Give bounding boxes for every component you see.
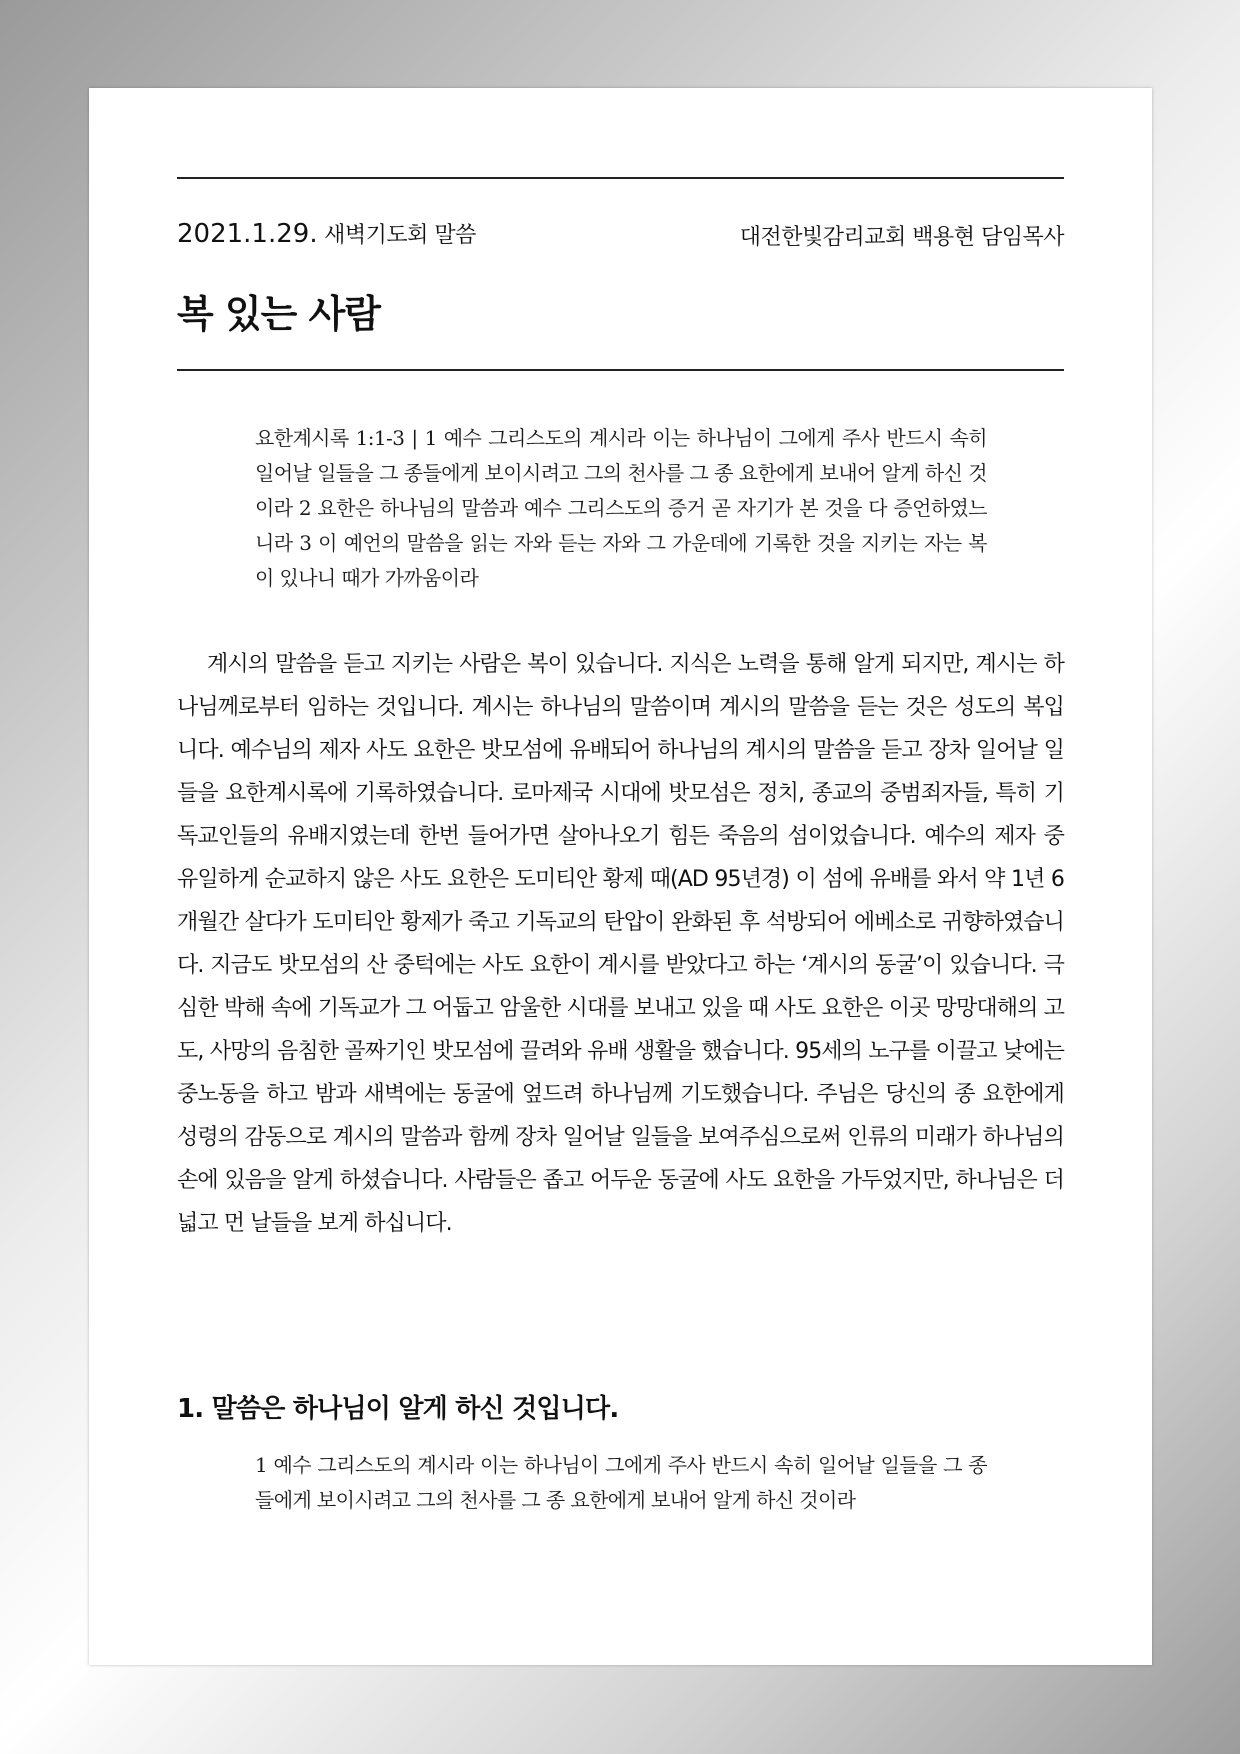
section-1-scripture: 1 예수 그리스도의 계시라 이는 하나님이 그에게 주사 반드시 속히 일어날 일들을 그 종들에게 보이시려고 그의 천사를 그 종 요한에게 보내어 알게 하신 것이라: [255, 1453, 987, 1512]
author-line: [740, 220, 1064, 251]
sermon-date: 2021.1.29.: [177, 219, 318, 249]
section-heading-1: 1. 말씀은 하나님이 알게 하신 것입니다.: [177, 1394, 619, 1424]
title-rule: [177, 369, 1064, 371]
sermon-date-line: [177, 218, 476, 249]
sermon-body-paragraph: 계시의 말씀을 듣고 지키는 사람은 복이 있습니다. 지식은 노력을 통해 알게 되지만, 계시는 하나님께로부터 임하는 것입니다. 계시는 하나님의 말씀이며 계시의 말씀을 듣는 것은 성도의 복입니다. 예수님의 제자 사도 요한은 밧모섬에 유배되어 하나님의 계시의 말씀을 듣고 장차 일어날 일들을 요한계시록에 기록하였습니다. 로마제국 시대에 밧모섬은 정치, 종교의 중범죄자들, 특히 기독교인들의 유배지였는데 한번 들어가면 살아나오기 힘든 죽음의 섬이었습니다. 예수의 제자 중 유일하게 순교하지 않은 사도 요한은 도미티안 황제 때(AD 95년경) 이 섬에 유배를 와서 약 1년 6개월간 살다가 도미티안 황제가 죽고 기독교의 탄압이 완화된 후 석방되어 에베소로 귀향하였습니다. 지금도 밧모섬의 산 중턱에는 사도 요한이 계시를 받았다고 하는 ‘계시의 동굴’이 있습니다. 극심한 박해 속에 기독교가 그 어둡고 암울한 시대를 보내고 있을 때 사도 요한은 이곳 망망대해의 고도, 사망의 음침한 골짜기인 밧모섬에 끌려와 유배 생활을 했습니다. 95세의 노구를 이끌고 낮에는 중노동을 하고 밤과 새벽에는 동굴에 엎드려 하나님께 기도했습니다. 주님은 당신의 종 요한에게 성령의 감동으로 계시의 말씀과 함께 장차 일어날 일들을 보여주심으로써 인류의 미래가 하나님의 손에 있음을 알게 하셨습니다. 사람들은 좁고 어두운 동굴에 사도 요한을 가두었지만, 하나님은 더 넓고 먼 날들을 보게 하십니다.: [177, 652, 1064, 1236]
document-page: [89, 88, 1152, 1665]
top-rule: [177, 177, 1064, 179]
church-name: 대전한빛감리교회: [739, 225, 906, 250]
service-name: 새벽기도회 말씀: [324, 223, 476, 248]
sermon-title: 복 있는 사람: [177, 292, 380, 336]
pastor-name: 백용현 담임목사: [912, 225, 1064, 250]
scripture-passage: 요한계시록 1:1-3 | 1 예수 그리스도의 계시라 이는 하나님이 그에게 주사 반드시 속히 일어날 일들을 그 종들에게 보이시려고 그의 천사를 그 종 요한에게 보내어 알게 하신 것이라 2 요한은 하나님의 말씀과 예수 그리스도의 증거 곧 자기가 본 것을 다 증언하였느니라 3 이 예언의 말씀을 읽는 자와 듣는 자와 그 가운데에 기록한 것을 지키는 자는 복이 있나니 때가 가까움이라: [255, 426, 987, 590]
